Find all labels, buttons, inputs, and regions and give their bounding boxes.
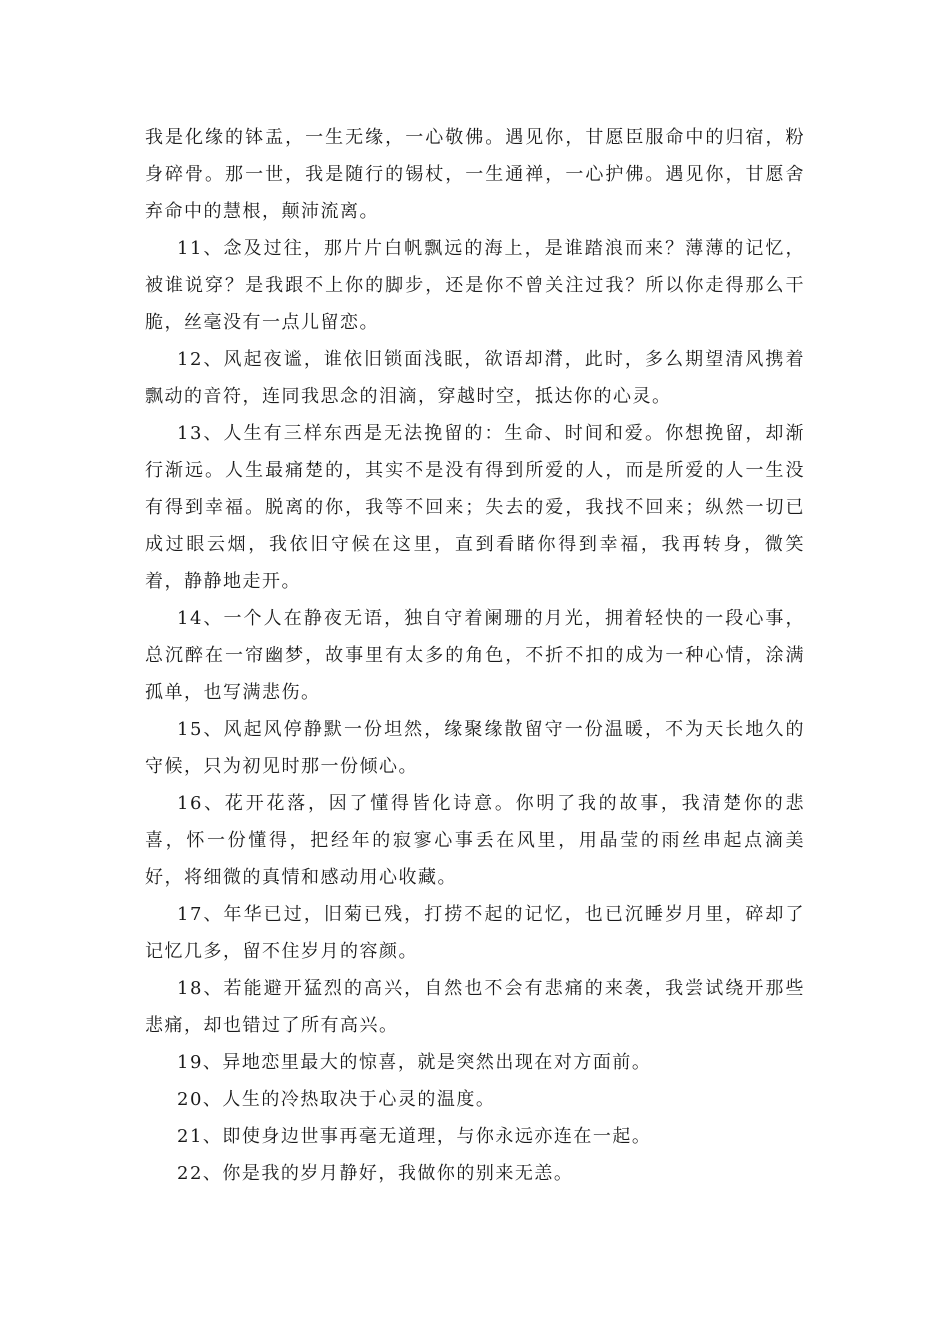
paragraph-22: 22、你是我的岁月静好，我做你的别来无恙。 bbox=[177, 1163, 574, 1184]
paragraph-15: 15、风起风停静默一份坦然，缘聚缘散留守一份温暖，不为天长地久的守候，只为初见时那一份倾心。 bbox=[145, 719, 805, 777]
paragraph-continuation: 我是化缘的钵盂，一生无缘，一心敬佛。遇见你，甘愿臣服命中的归宿，粉身碎骨。那一世，我是随行的锡杖，一生通禅，一心护佛。遇见你，甘愿舍弃命中的慧根，颠沛流离。 bbox=[145, 127, 805, 222]
paragraph-14: 14、一个人在静夜无语，独自守着阑珊的月光，拥着轻快的一段心事，总沉醉在一帘幽梦，故事里有太多的角色，不折不扣的成为一种心情，涂满孤单，也写满悲伤。 bbox=[145, 608, 805, 703]
paragraph-11: 11、念及过往，那片片白帆飘远的海上，是谁踏浪而来？薄薄的记忆，被谁说穿？是我跟不上你的脚步，还是你不曾关注过我？所以你走得那么干脆，丝毫没有一点儿留恋。 bbox=[145, 238, 805, 333]
paragraph-16: 16、花开花落，因了懂得皆化诗意。你明了我的故事，我清楚你的悲喜，怀一份懂得，把经年的寂寥心事丢在风里，用晶莹的雨丝串起点滴美好，将细微的真情和感动用心收藏。 bbox=[145, 793, 805, 888]
paragraph-18: 18、若能避开猛烈的高兴，自然也不会有悲痛的来袭，我尝试绕开那些悲痛，却也错过了所有高兴。 bbox=[145, 978, 805, 1036]
paragraph-21: 21、即使身边世事再毫无道理，与你永远亦连在一起。 bbox=[177, 1126, 652, 1147]
document-body bbox=[145, 119, 805, 1192]
paragraph-17: 17、年华已过，旧菊已残，打捞不起的记忆，也已沉睡岁月里，碎却了记忆几多，留不住岁月的容颜。 bbox=[145, 904, 805, 962]
paragraph-12: 12、风起夜谧，谁依旧锁面浅眠，欲语却潸，此时，多么期望清风携着飘动的音符，连同我思念的泪滴，穿越时空，抵达你的心灵。 bbox=[145, 349, 805, 407]
paragraph-19: 19、异地恋里最大的惊喜，就是突然出现在对方面前。 bbox=[177, 1052, 652, 1073]
paragraph-20: 20、人生的冷热取决于心灵的温度。 bbox=[177, 1089, 496, 1110]
paragraph-13: 13、人生有三样东西是无法挽留的：生命、时间和爱。你想挽留，却渐行渐远。人生最痛楚的，其实不是没有得到所爱的人，而是所爱的人一生没有得到幸福。脱离的你，我等不回来；失去的爱，我找不回来；纵然一切已成过眼云烟，我依旧守候在这里，直到看睹你得到幸福，我再转身，微笑着，静静地走开。 bbox=[145, 423, 805, 592]
